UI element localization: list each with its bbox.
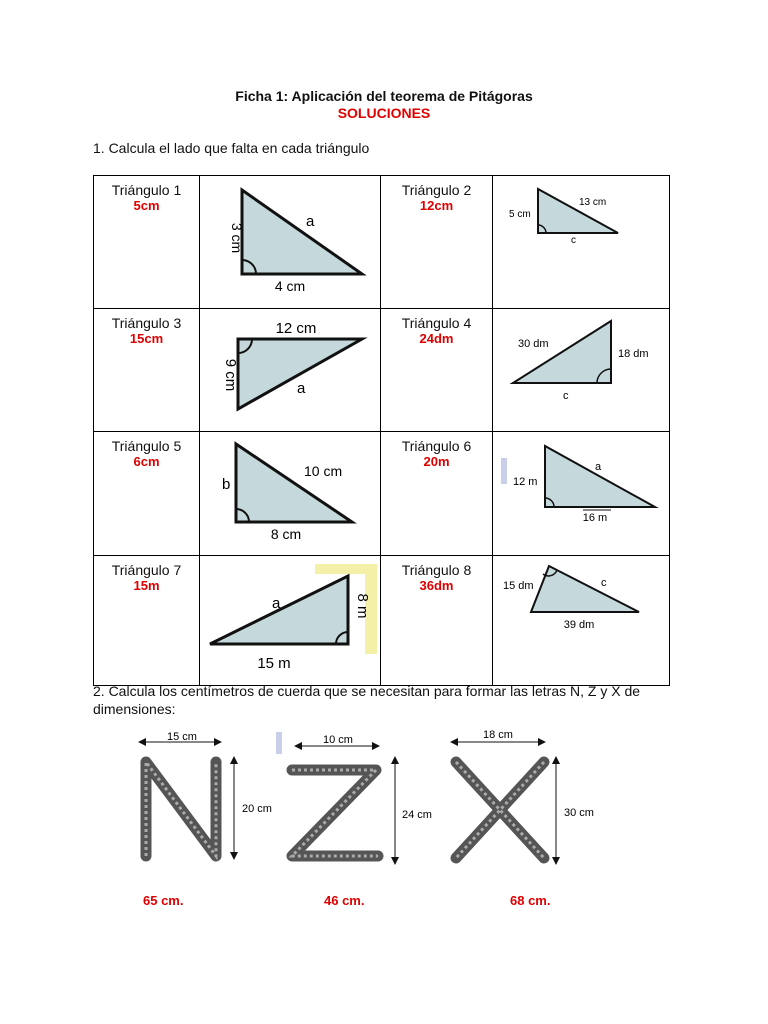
letter-n — [140, 731, 272, 858]
triangle-7-side-b: 8 m — [354, 593, 371, 619]
triangle-6-side-a: 12 m — [513, 476, 538, 488]
triangle-6-figure-cell — [493, 432, 670, 556]
triangle-3-side-b: 9 cm — [222, 358, 239, 392]
triangle-1-figure-cell — [200, 176, 381, 309]
triangle-7-label: Triángulo 7 — [111, 562, 182, 578]
page-subtitle: SOLUCIONES — [337, 105, 431, 121]
triangle-4-side-c: c — [563, 390, 569, 402]
triangle-5-figure-cell — [200, 432, 381, 556]
letter-x-height: 30 cm — [564, 807, 594, 819]
triangle-8-side-c: 39 dm — [563, 619, 595, 631]
triangle-7-side-c: 15 m — [257, 655, 291, 672]
triangle-3-side-a: 12 cm — [275, 320, 317, 337]
triangle-8-figure-cell — [493, 556, 670, 686]
triangle-6-figure — [493, 432, 670, 550]
letter-x-answer: 68 cm. — [510, 893, 551, 908]
triangle-4-answer: 24dm — [419, 331, 454, 346]
triangle-2-figure — [493, 176, 670, 303]
triangle-1-cell — [94, 176, 200, 309]
triangle-8-label: Triángulo 8 — [401, 562, 472, 578]
letter-x — [452, 729, 594, 863]
triangle-6-label: Triángulo 6 — [401, 438, 472, 454]
triangle-5-answer: 6cm — [133, 454, 160, 469]
letter-z-answer: 46 cm. — [324, 893, 365, 908]
triangle-7-answer: 15m — [133, 578, 160, 593]
page-title: Ficha 1: Aplicación del teorema de Pitágoras — [235, 88, 533, 104]
triangle-5-figure — [200, 432, 381, 550]
triangle-2-side-b: 13 cm — [579, 197, 607, 208]
triangle-6-answer: 20m — [423, 454, 450, 469]
triangle-8-figure — [493, 556, 670, 680]
triangle-5-side-a: 10 cm — [304, 463, 343, 479]
triangle-5-side-c: 8 cm — [270, 526, 302, 542]
triangle-2-answer: 12cm — [419, 198, 454, 213]
letter-x-width: 18 cm — [483, 729, 513, 741]
triangle-1-figure — [200, 176, 381, 303]
triangle-2-label: Triángulo 2 — [401, 182, 472, 198]
triangle-2-figure-cell — [493, 176, 670, 309]
question-1: 1. Calcula el lado que falta en cada triángulo — [93, 140, 370, 156]
triangle-1-side-a: 3 cm — [229, 222, 245, 254]
triangle-8-side-b: c — [601, 577, 607, 589]
triangle-8-answer: 36dm — [419, 578, 454, 593]
triangle-3-figure-cell — [200, 309, 381, 432]
triangle-7-figure — [200, 556, 381, 680]
triangle-6-side-c: 16 m — [582, 512, 608, 524]
triangle-1-label: Triángulo 1 — [111, 182, 182, 198]
triangle-1-answer: 5cm — [133, 198, 160, 213]
triangle-7-side-a: a — [272, 595, 281, 612]
triangle-8-side-a: 15 dm — [503, 580, 534, 592]
triangle-4-side-b: 18 dm — [618, 348, 649, 360]
triangle-6-side-b: a — [595, 461, 602, 473]
triangle-8-cell — [381, 556, 493, 686]
triangle-3-side-c: a — [297, 380, 306, 397]
triangle-7-cell — [94, 556, 200, 686]
triangle-3-answer: 15cm — [129, 331, 164, 346]
triangle-5-side-b: b — [222, 476, 231, 493]
triangle-2-side-a: 5 cm — [509, 209, 531, 220]
triangle-5-cell — [94, 432, 200, 556]
triangle-4-figure-cell — [493, 309, 670, 432]
scan-artifact — [276, 732, 282, 754]
triangle-4-figure — [493, 309, 670, 426]
triangle-2-cell — [381, 176, 493, 309]
letter-n-height: 20 cm — [242, 803, 272, 815]
triangle-1-side-b: 4 cm — [274, 278, 306, 294]
letter-z — [276, 732, 432, 863]
question-2: 2. Calcula los centímetros de cuerda que se necesitan para formar las letras N, Z y X de dimensiones: — [93, 683, 641, 717]
letter-n-answer: 65 cm. — [143, 893, 184, 908]
triangle-5-label: Triángulo 5 — [111, 438, 182, 454]
triangle-4-cell — [381, 309, 493, 432]
letters-figure — [120, 728, 640, 878]
triangle-4-side-a: 30 dm — [518, 338, 549, 350]
letter-z-width: 10 cm — [323, 734, 353, 746]
triangle-1-side-c: a — [306, 213, 315, 230]
letter-z-height: 24 cm — [402, 809, 432, 821]
letter-n-width: 15 cm — [167, 731, 197, 743]
triangle-table — [93, 175, 670, 686]
triangle-4-label: Triángulo 4 — [401, 315, 472, 331]
triangle-3-cell — [94, 309, 200, 432]
triangle-3-label: Triángulo 3 — [111, 315, 182, 331]
triangle-6-cell — [381, 432, 493, 556]
triangle-3-figure — [200, 309, 381, 426]
triangle-2-side-c: c — [571, 235, 576, 246]
scan-artifact — [501, 458, 507, 484]
triangle-7-figure-cell — [200, 556, 381, 686]
